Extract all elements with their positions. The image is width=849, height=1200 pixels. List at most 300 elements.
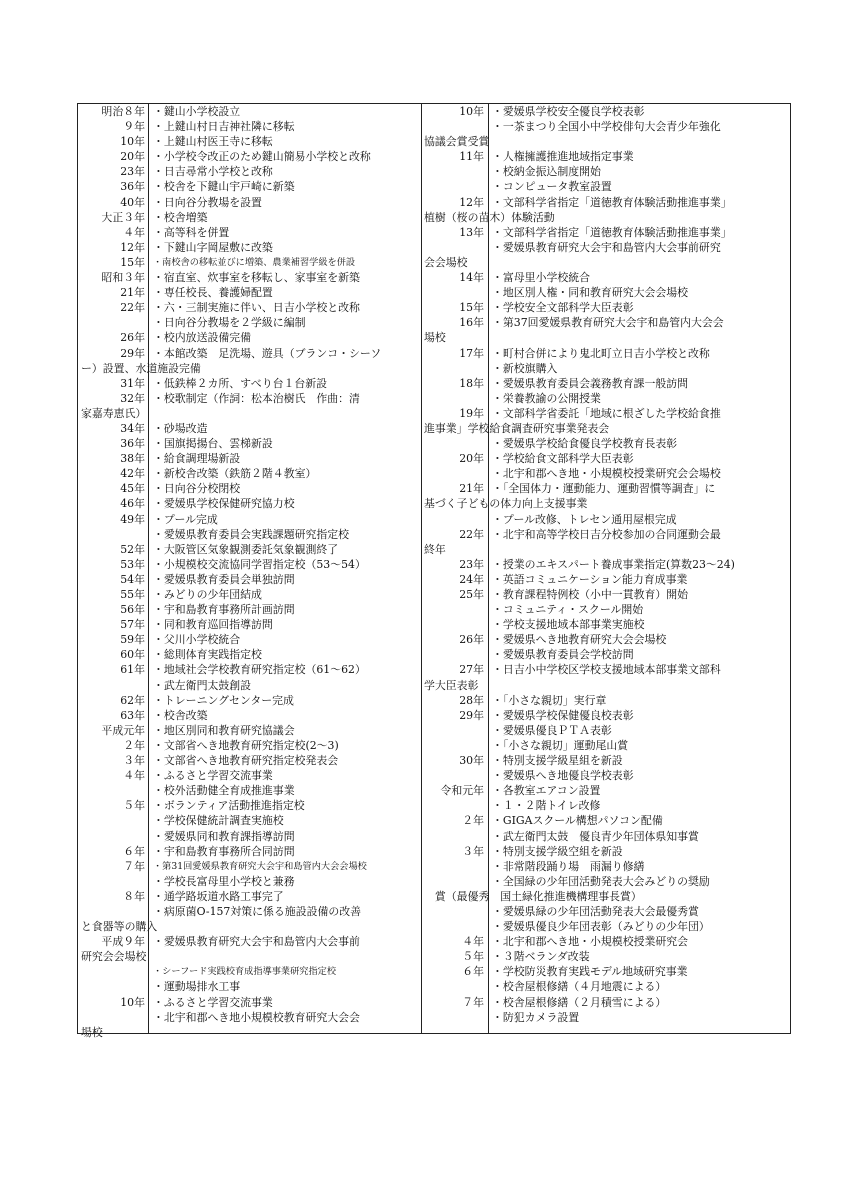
table-row (78, 376, 421, 391)
event-cell: ・英語コミュニケーション能力育成事業 (492, 572, 688, 586)
year-cell: ５年 (462, 950, 484, 964)
table-row (78, 708, 421, 723)
event-cell: ・上鍵山村日吉神社隣に移転 (153, 120, 295, 134)
year-cell: 平成元年 (101, 723, 145, 737)
year-cell: 54年 (120, 572, 145, 586)
year-cell: ２年 (123, 738, 145, 752)
event-cell: ・日吉小中学校区学校支援地域本部事業文部科 (492, 663, 721, 677)
year-cell (421, 602, 488, 617)
event-cell: ・第31回愛媛県教育研究大会宇和島管内大会会場校 (153, 860, 367, 872)
event-cell: ・校舎を下鍵山宇戸崎に新築 (153, 180, 295, 194)
table-row (421, 753, 791, 768)
event-cell: ・愛媛県緑の少年団活動発表大会最優秀賞 (492, 904, 699, 918)
table-row (421, 904, 791, 919)
table-row (78, 904, 421, 919)
event-cell: ・地区別人権・同和教育研究大会会場校 (492, 286, 689, 300)
table-row (421, 934, 791, 949)
year-cell: 20年 (120, 150, 145, 164)
event-cell: ・愛媛県学校保健研究協力校 (153, 497, 295, 511)
table-row (78, 285, 421, 300)
event-cell-continuation: 会会場校 (424, 255, 468, 269)
table-row-continuation (421, 255, 791, 270)
year-cell (421, 798, 488, 813)
event-cell: ・日向谷分教場を２学級に編制 (153, 316, 306, 330)
event-cell: ・宇和島教育事務所計画訪問 (153, 603, 295, 617)
year-cell (78, 783, 149, 798)
event-cell: ・「全国体力・運動能力、運動習慣等調査」に (492, 482, 716, 496)
table-row (78, 270, 421, 285)
table-row-continuation (78, 406, 421, 421)
event-cell: ・総則体育実践指定校 (153, 648, 262, 662)
year-cell: ４年 (123, 225, 145, 239)
table-row (421, 179, 791, 194)
event-cell: ・栄養教諭の公開授業 (492, 391, 601, 405)
table-row (78, 844, 421, 859)
table-row-continuation (421, 134, 791, 149)
year-cell: 令和元年 (440, 784, 484, 798)
table-row (78, 1010, 421, 1025)
table-row (78, 798, 421, 813)
year-cell (421, 829, 488, 844)
event-cell: ・武左衛門太鼓創設 (153, 678, 252, 692)
event-cell: ・愛媛県優良ＰＴＡ表彰 (492, 723, 612, 737)
event-cell: ・ふるさと学習交流事業 (153, 995, 273, 1009)
table-row (421, 949, 791, 964)
table-row (421, 783, 791, 798)
table-row (78, 783, 421, 798)
table-row (421, 300, 791, 315)
event-cell: ・日向谷分校閉校 (153, 482, 241, 496)
event-cell: ・専任校長、養護婦配置 (153, 286, 273, 300)
table-row (421, 119, 791, 134)
year-cell: 12年 (459, 195, 484, 209)
table-row (78, 300, 421, 315)
event-cell: ・地域社会学校教育研究指定校（61～62） (153, 663, 366, 677)
table-row (78, 572, 421, 587)
event-cell: ・ふるさと学習交流事業 (153, 769, 273, 783)
event-cell: ・授業のエキスパート養成事業指定(算数23～24) (492, 557, 735, 571)
event-cell-continuation: ー）設置、水道施設完備 (81, 361, 201, 375)
event-cell: ・北宇和郡へき地・小規模校授業研究会会場校 (492, 467, 721, 481)
event-cell: ・ボランティア活動推進指定校 (153, 799, 305, 813)
table-row (78, 632, 421, 647)
year-cell: 60年 (120, 648, 145, 662)
event-cell: ・南校舎の移転並びに増築、農業補習学級を併設 (153, 256, 356, 268)
event-cell-continuation: 協議会賞受賞 (424, 135, 490, 149)
table-row (421, 104, 791, 119)
event-cell: ・愛媛県教育委員会実践課題研究指定校 (153, 527, 350, 541)
table-row (421, 572, 791, 587)
year-cell (78, 964, 149, 979)
table-row (421, 829, 791, 844)
year-cell (421, 512, 488, 527)
table-row (78, 346, 421, 361)
year-cell (421, 391, 488, 406)
event-cell: ・愛媛県へき地教育研究大会会場校 (492, 633, 667, 647)
year-cell: ６年 (123, 844, 145, 858)
year-cell: ２年 (462, 814, 484, 828)
table-row-continuation (421, 542, 791, 557)
table-row (78, 240, 421, 255)
year-cell: 36年 (120, 437, 145, 451)
event-cell: ・文部科学省委託「地域に根ざした学校給食推 (492, 406, 721, 420)
event-cell: ・学校支援地域本部事業実施校 (492, 618, 645, 632)
event-cell: ・宿直室、炊事室を移転し、家事室を新築 (153, 271, 360, 285)
year-cell: 32年 (120, 391, 145, 405)
table-row-continuation (421, 889, 791, 904)
year-cell (78, 874, 149, 889)
event-cell: ・鍵山小学校設立 (153, 105, 241, 118)
year-cell: 14年 (459, 271, 484, 285)
event-cell: ・愛媛県学校保健優良校表彰 (492, 708, 634, 722)
table-row-continuation (421, 496, 791, 511)
table-row (78, 934, 421, 949)
table-row (78, 542, 421, 557)
year-cell: 52年 (120, 542, 145, 556)
event-cell: ・運動場排水工事 (153, 980, 241, 994)
event-cell-continuation: 場校 (81, 1025, 103, 1039)
event-cell: ・地区別同和教育研究協議会 (153, 723, 295, 737)
table-row (421, 874, 791, 889)
year-cell: 20年 (459, 452, 484, 466)
year-cell: ７年 (462, 995, 484, 1009)
table-row (421, 376, 791, 391)
event-cell-continuation: 基づく子どもの体力向上支援事業 (424, 497, 588, 511)
event-cell: ・校内放送設備完備 (153, 331, 252, 345)
table-row (421, 164, 791, 179)
year-cell: 16年 (459, 316, 484, 330)
table-row (78, 164, 421, 179)
event-cell: ・コンピュータ教室設置 (492, 180, 612, 194)
year-cell: 36年 (120, 180, 145, 194)
event-cell: ・愛媛県教育研究大会宇和島管内大会事前研究 (492, 240, 721, 254)
table-row (78, 768, 421, 783)
event-cell: ・宇和島教育事務所合同訪問 (153, 844, 295, 858)
year-cell (78, 1010, 149, 1025)
year-cell: 26年 (120, 331, 145, 345)
right-column (421, 104, 791, 1033)
table-row (78, 315, 421, 330)
event-cell: ・愛媛県教育研究大会宇和島管内大会事前 (153, 935, 360, 949)
year-cell: 18年 (459, 376, 484, 390)
table-row-continuation (421, 678, 791, 693)
year-cell (78, 678, 149, 693)
event-cell: ・低鉄棒２カ所、すべり台１台新設 (153, 376, 328, 390)
table-row (78, 693, 421, 708)
year-cell: 31年 (120, 376, 145, 390)
year-cell (78, 904, 149, 919)
event-cell-continuation: 研究会会場校 (81, 950, 147, 964)
event-cell: ・文部省へき地教育研究指定校(2～3) (153, 738, 339, 752)
event-cell-continuation: 家嘉寿恵氏） (81, 406, 147, 420)
event-cell: ・富母里小学校統合 (492, 271, 591, 285)
year-cell: 23年 (459, 557, 484, 571)
year-cell (421, 466, 488, 481)
year-cell: 17年 (459, 346, 484, 360)
table-row (78, 119, 421, 134)
event-cell: ・特別支援学級空組を新設 (492, 844, 623, 858)
event-cell: ・愛媛県教育委員会義務教育課一般訪問 (492, 376, 689, 390)
event-cell: ・学校長富母里小学校と兼務 (153, 874, 295, 888)
year-cell: ４年 (462, 935, 484, 949)
year-cell: 38年 (120, 452, 145, 466)
table-row-continuation (78, 949, 421, 964)
event-cell: ・学校保健統計調査実施校 (153, 814, 284, 828)
table-row (78, 179, 421, 194)
event-cell: ・愛媛県教育委員会学校訪問 (492, 648, 634, 662)
history-table (77, 103, 791, 1039)
year-cell: 24年 (459, 572, 484, 586)
event-cell-continuation: 植樹（桜の苗木）体験活動 (424, 210, 555, 224)
year-cell: ３年 (123, 754, 145, 768)
year-cell (421, 647, 488, 662)
event-cell: ・学校安全文部科学大臣表彰 (492, 301, 634, 315)
year-cell (421, 738, 488, 753)
year-cell (421, 436, 488, 451)
event-cell: ・上鍵山村医王寺に移転 (153, 135, 273, 149)
table-row (421, 813, 791, 828)
table-row (78, 512, 421, 527)
table-row (421, 919, 791, 934)
year-cell: 10年 (459, 105, 484, 118)
table-row (421, 708, 791, 723)
event-cell: ・北宇和高等学校日吉分校参加の合同運動会最 (492, 527, 721, 541)
table-row (78, 195, 421, 210)
table-row (421, 527, 791, 542)
year-cell (78, 829, 149, 844)
event-cell: ・愛媛県へき地優良学校表彰 (492, 769, 634, 783)
table-row (421, 285, 791, 300)
year-cell (421, 240, 488, 255)
year-cell: 30年 (459, 754, 484, 768)
event-cell: ・父川小学校統合 (153, 633, 241, 647)
year-cell: 15年 (459, 301, 484, 315)
event-cell: ・高等科を併置 (153, 225, 230, 239)
event-cell: ・防犯カメラ設置 (492, 1010, 580, 1024)
year-cell: 10年 (120, 995, 145, 1009)
event-cell: ・校外活動健全育成推進事業 (153, 784, 295, 798)
event-cell: ・「小さな親切」実行章 (492, 693, 607, 707)
event-cell: ・北宇和郡へき地小規模校教育研究大会会 (153, 1010, 360, 1024)
table-row (78, 738, 421, 753)
table-row (421, 647, 791, 662)
table-row (78, 391, 421, 406)
year-cell: 13年 (459, 225, 484, 239)
table-row (421, 315, 791, 330)
table-row (78, 874, 421, 889)
year-cell: ４年 (123, 769, 145, 783)
table-row (421, 1010, 791, 1025)
table-row (421, 391, 791, 406)
table-row (421, 361, 791, 376)
event-cell: ・新校舎改築（鉄筋２階４教室） (153, 467, 317, 481)
event-cell: ・大阪管区気象観測委託気象観測終了 (153, 542, 339, 556)
table-row (78, 964, 421, 979)
event-cell: ・非常階段踊り場 雨漏り修繕 (492, 859, 645, 873)
event-cell: ・砂場改造 (153, 421, 208, 435)
year-cell: ７年 (123, 859, 145, 873)
table-row (78, 466, 421, 481)
year-cell: 26年 (459, 633, 484, 647)
year-cell: 15年 (120, 255, 145, 269)
year-cell: 40年 (120, 195, 145, 209)
table-row (421, 406, 791, 421)
event-cell: ・六・三制実施に伴い、日吉小学校と改称 (153, 301, 360, 315)
year-cell (421, 768, 488, 783)
year-cell (421, 179, 488, 194)
event-cell: ・各教室エアコン設置 (492, 784, 601, 798)
year-cell: 11年 (459, 150, 484, 164)
table-row-continuation (78, 919, 421, 934)
table-row (78, 829, 421, 844)
event-cell: ・愛媛県学校安全優良学校表彰 (492, 105, 645, 118)
left-column (78, 104, 421, 1039)
table-row (421, 270, 791, 285)
year-cell (421, 285, 488, 300)
event-cell: ・第37回愛媛県教育研究大会宇和島管内大会会 (492, 316, 724, 330)
table-row (78, 753, 421, 768)
table-row (78, 995, 421, 1010)
table-row (421, 859, 791, 874)
table-row (421, 466, 791, 481)
table-row (421, 738, 791, 753)
year-cell (421, 723, 488, 738)
event-cell: ・校舎屋根修繕（４月地震による） (492, 980, 667, 994)
year-cell (421, 904, 488, 919)
year-cell: 平成９年 (101, 935, 145, 949)
event-cell: ・トレーニングセンター完成 (153, 693, 294, 707)
table-row (421, 632, 791, 647)
event-cell: ・全国緑の少年団活動発表大会みどりの奨励 (492, 874, 710, 888)
table-row (78, 481, 421, 496)
year-cell: 昭和３年 (101, 271, 145, 285)
year-cell: 62年 (120, 693, 145, 707)
table-row (421, 662, 791, 677)
table-row (78, 617, 421, 632)
table-row (421, 436, 791, 451)
event-cell-continuation: と食器等の購入 (81, 920, 158, 934)
table-row (78, 496, 421, 511)
year-cell: 46年 (120, 497, 145, 511)
event-cell: ・校舎改築 (153, 708, 208, 722)
table-row (78, 527, 421, 542)
table-row (78, 149, 421, 164)
table-row (421, 451, 791, 466)
table-row (421, 844, 791, 859)
table-row (78, 859, 421, 874)
year-cell: 55年 (120, 588, 145, 601)
event-cell: ・文部科学省指定「道徳教育体験活動推進事業」 (492, 195, 732, 209)
table-row (78, 557, 421, 572)
event-cell: ・愛媛県優良少年団表彰（みどりの少年団） (492, 920, 710, 934)
year-cell: 34年 (120, 421, 145, 435)
table-row (421, 149, 791, 164)
table-row (421, 346, 791, 361)
table-row-continuation (421, 330, 791, 345)
year-cell: 21年 (120, 286, 145, 300)
table-row (421, 768, 791, 783)
table-row (78, 451, 421, 466)
year-cell: 59年 (120, 633, 145, 647)
table-row-continuation (78, 361, 421, 376)
year-cell: 25年 (459, 588, 484, 601)
table-row (421, 617, 791, 632)
table-row (421, 723, 791, 738)
event-cell: ・文部科学省指定「道徳教育体験活動推進事業」 (492, 225, 732, 239)
year-cell: 12年 (120, 240, 145, 254)
event-cell: ・コミュニティ・スクール開始 (492, 603, 644, 617)
event-cell: ・「小さな親切」運動尾山賞 (492, 738, 629, 752)
year-cell: 28年 (459, 693, 484, 707)
year-cell (421, 874, 488, 889)
year-cell: 29年 (459, 708, 484, 722)
year-cell: ３年 (462, 844, 484, 858)
table-row (421, 225, 791, 240)
event-cell: ・シーフード実践校育成指導事業研究指定校 (153, 966, 337, 978)
event-cell: ・校舎屋根修繕（２月積雪による） (492, 995, 667, 1009)
table-row (78, 813, 421, 828)
table-row (421, 481, 791, 496)
year-cell: 42年 (120, 467, 145, 481)
year-cell: ９年 (123, 120, 145, 134)
year-cell (78, 527, 149, 542)
year-cell: 大正３年 (101, 210, 145, 224)
event-cell: ・１・２階トイレ改修 (492, 799, 601, 813)
year-cell (78, 813, 149, 828)
event-cell: ・通学路坂道水路工事完了 (153, 889, 284, 903)
year-cell: 22年 (120, 301, 145, 315)
event-cell: ・小規模校交流協同学習指定校（53～54） (153, 557, 366, 571)
year-cell: ５年 (123, 799, 145, 813)
table-row (78, 678, 421, 693)
table-row (78, 587, 421, 602)
table-row (78, 662, 421, 677)
event-cell: ・校納金振込制度開始 (492, 165, 601, 179)
table-row (78, 134, 421, 149)
table-row (421, 995, 791, 1010)
table-row (78, 210, 421, 225)
year-cell (421, 164, 488, 179)
event-cell: ・文部省へき地教育研究指定校発表会 (153, 754, 339, 768)
year-cell: 19年 (459, 406, 484, 420)
table-row (78, 889, 421, 904)
event-cell: ・北宇和郡へき地・小規模校授業研究会 (492, 935, 689, 949)
table-row (421, 798, 791, 813)
event-cell: ・武左衛門太鼓 優良青少年団体県知事賞 (492, 829, 699, 843)
year-cell: 27年 (459, 663, 484, 677)
table-row (78, 979, 421, 994)
year-cell (421, 119, 488, 134)
table-row (421, 240, 791, 255)
event-cell: ・３階ベランダ改装 (492, 950, 590, 964)
event-cell: ・本館改築 足洗場、遊具（ブランコ・シーソ (153, 346, 382, 360)
event-cell: ・新校旗購入 (492, 361, 558, 375)
event-cell: ・教育課程特例校（小中一貫教育）開始 (492, 588, 689, 601)
year-cell: 63年 (120, 708, 145, 722)
table-row (78, 723, 421, 738)
table-row (421, 195, 791, 210)
event-cell: ・学校給食文部科学大臣表彰 (492, 452, 634, 466)
year-cell (421, 361, 488, 376)
table-row (78, 647, 421, 662)
year-cell: 56年 (120, 603, 145, 617)
table-row (78, 602, 421, 617)
table-row (78, 421, 421, 436)
event-cell-continuation: 賞（最優秀 国土緑化推進機構理事長賞） (424, 889, 642, 903)
event-cell: ・特別支援学級星組を新設 (492, 754, 623, 768)
year-cell: 29年 (120, 346, 145, 360)
year-cell: 57年 (120, 618, 145, 632)
